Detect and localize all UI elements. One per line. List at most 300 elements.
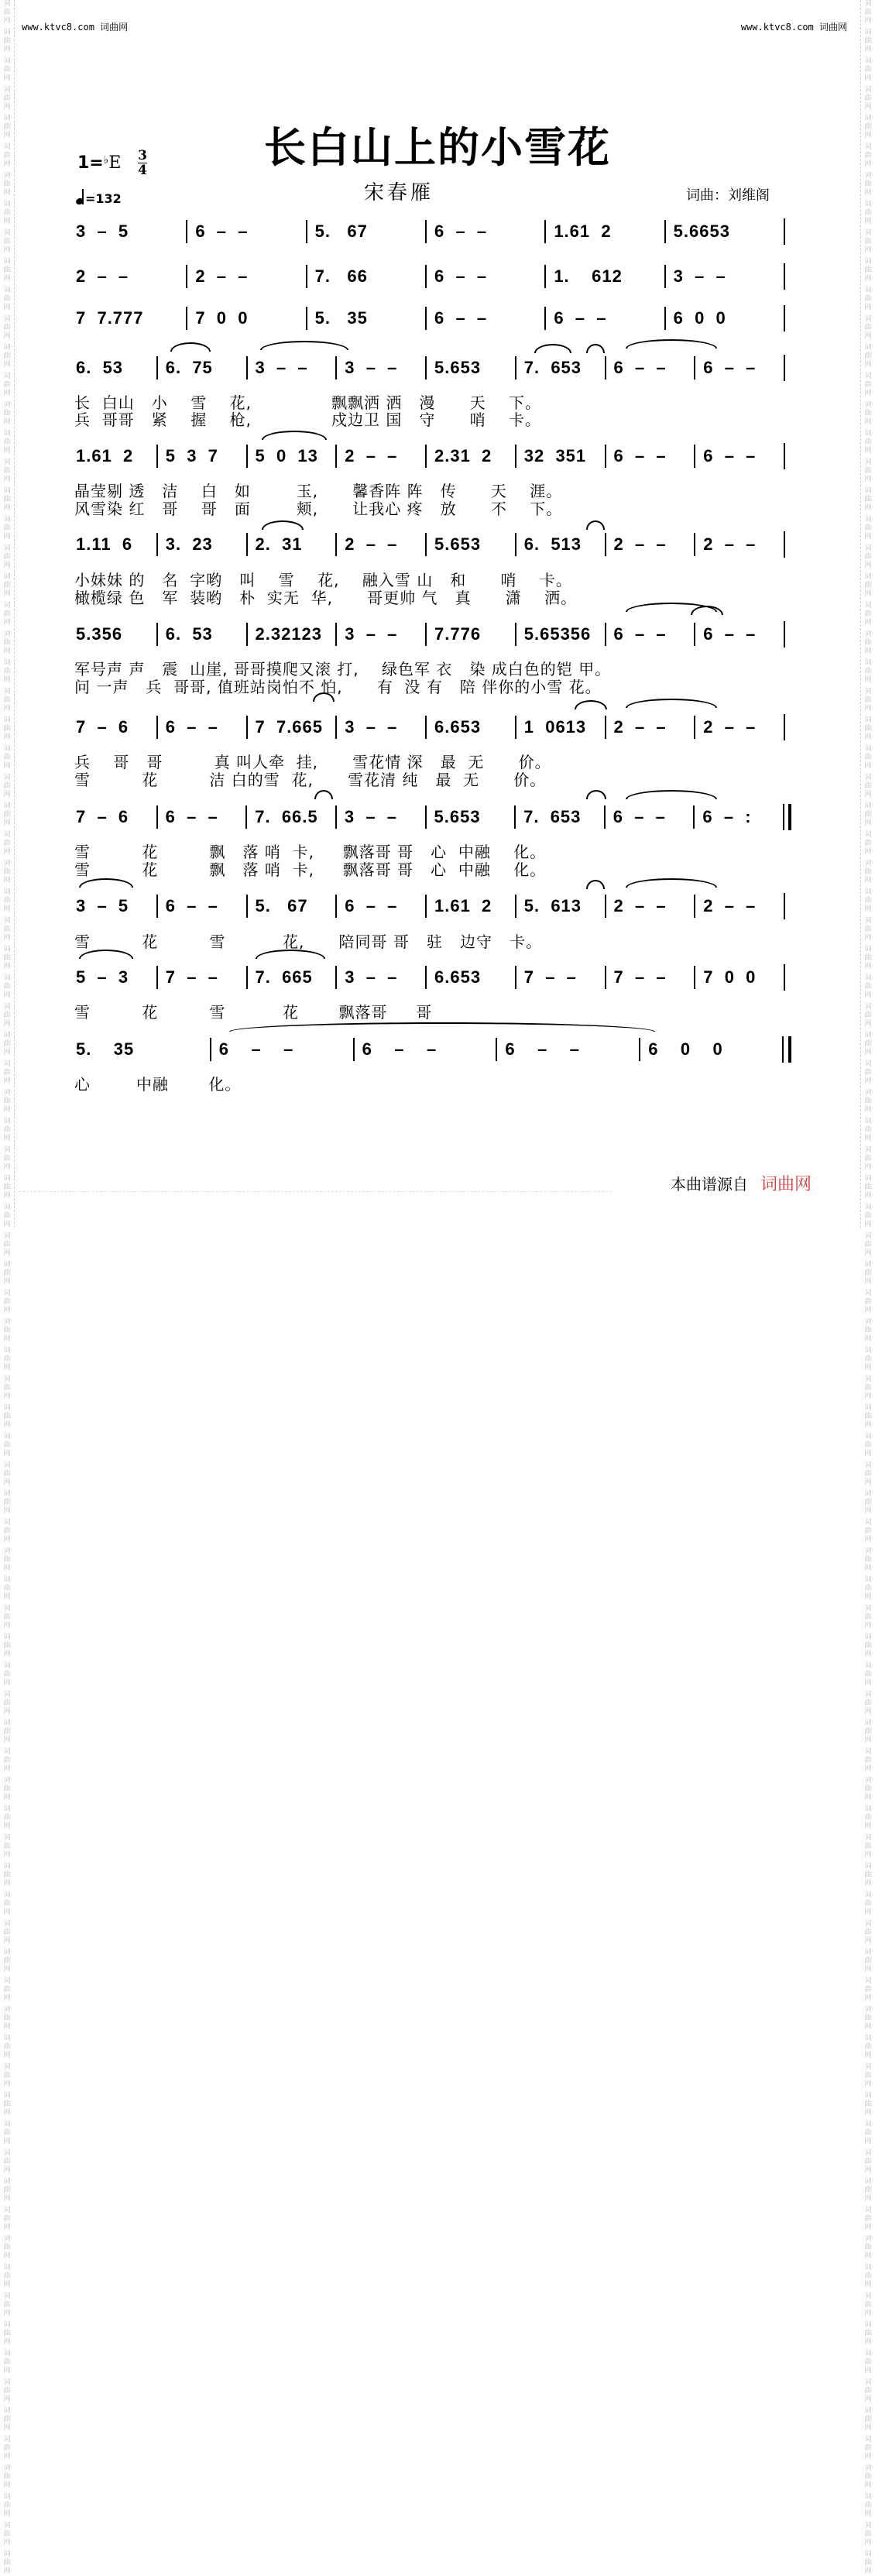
side-watermark-text: 词 曲 网: [3, 2178, 11, 2203]
side-watermark-text: 词 曲 网: [864, 487, 872, 512]
side-watermark-text: 词 曲 网: [3, 1605, 11, 1630]
slur-mark: [314, 790, 333, 799]
side-watermark-text: 词 曲 网: [3, 1920, 11, 1945]
side-watermark-text: 词 曲 网: [3, 2121, 11, 2145]
lyric-line: 长 白山 小 雪 花, 飘飘洒 洒 漫 天 下。: [74, 393, 542, 412]
side-watermark-text: 词 曲 网: [3, 2350, 11, 2375]
measure: 1 0613: [515, 716, 605, 739]
side-watermark-text: 词 曲 网: [3, 946, 11, 970]
side-watermark-text: 词 曲 网: [3, 917, 11, 942]
measure: 6 – –: [186, 220, 305, 243]
side-watermark-text: 词 曲 网: [864, 430, 872, 455]
barline: [784, 893, 791, 919]
singer-name: 宋春雁: [364, 181, 434, 204]
measure: 7 0 0: [694, 966, 784, 989]
side-watermark-text: 词 曲 网: [864, 2207, 872, 2231]
side-watermark-text: 词 曲 网: [3, 659, 11, 684]
side-watermark-text: 词 曲 网: [3, 1347, 11, 1372]
side-watermark-text: 词 曲 网: [3, 2092, 11, 2117]
side-watermark-text: 词 曲 网: [864, 29, 872, 53]
measure: 6 – –: [353, 1038, 496, 1061]
side-watermark-text: 词 曲 网: [864, 1863, 872, 1887]
side-watermark-text: 词 曲 网: [3, 860, 11, 884]
side-watermark-text: 词 曲 网: [3, 115, 11, 139]
side-watermark-text: 词 曲 网: [3, 1003, 11, 1028]
measure: 7 – 6: [76, 717, 129, 737]
side-watermark-text: 词 曲 网: [864, 1920, 872, 1945]
measure: 6. 513: [515, 533, 605, 556]
score-row: [76, 716, 791, 739]
key-signature: [77, 153, 121, 173]
lyric-line: 风雪染 红 哥 哥 面 颊, 让我心 疼 放 不 下。: [74, 500, 563, 518]
side-watermark-text: 词 曲 网: [3, 1204, 11, 1228]
side-watermark-text: 词 曲 网: [864, 1433, 872, 1458]
lyric-line: 兵 哥哥 紧 握 枪, 戍边卫 国 守 哨 卡。: [74, 410, 542, 429]
tempo-value: =132: [85, 191, 122, 206]
side-watermark-text: 词 曲 网: [864, 716, 872, 741]
measure: 2.32123: [246, 623, 336, 646]
source-brand: 词曲网: [760, 1175, 812, 1194]
side-watermark-text: 词 曲 网: [3, 401, 11, 426]
side-watermark-text: 词 曲 网: [864, 1290, 872, 1314]
measure: 6 – –: [496, 1038, 639, 1061]
side-watermark-text: 词 曲 网: [3, 2522, 11, 2547]
side-watermark-text: 词 曲 网: [864, 1834, 872, 1859]
barline: [784, 263, 791, 290]
lyric-line: 雪 花 飘 落 哨 卡, 飘落哥 哥 心 中融 化。: [74, 860, 547, 879]
measure: 6 – –: [604, 805, 694, 829]
side-watermark-text: 词 曲 网: [3, 1834, 11, 1859]
side-watermark-text: 词 曲 网: [3, 1805, 11, 1830]
barline: [784, 621, 791, 647]
barline: [784, 218, 791, 245]
slur-mark: [79, 878, 133, 888]
side-watermark-text: 词 曲 网: [3, 172, 11, 197]
side-watermark-text: 词 曲 网: [3, 2149, 11, 2174]
side-watermark-text: 词 曲 网: [864, 745, 872, 770]
lyric-line: 雪 花 洁 白的雪 花, 雪花清 纯 最 无 价。: [74, 771, 547, 789]
measure: 5 0 13: [246, 445, 336, 468]
side-watermark-text: 词 曲 网: [3, 602, 11, 627]
barline: [782, 1036, 791, 1063]
side-watermark-text: 词 曲 网: [3, 29, 11, 53]
measure: 6. 53: [76, 358, 124, 377]
slur-mark: [586, 520, 605, 530]
side-watermark-text: 词 曲 网: [864, 974, 872, 999]
measure: 6 – –: [694, 445, 784, 468]
side-watermark-text: 词 曲 网: [864, 688, 872, 713]
measure: 2 – –: [186, 265, 305, 288]
measure: 6 – –: [425, 220, 544, 243]
lyric-line: 小妹妹 的 名 字哟 叫 雪 花, 融入雪 山 和 哨 卡。: [74, 571, 572, 589]
side-watermark-text: 词 曲 网: [864, 201, 872, 225]
side-watermark-text: 词 曲 网: [3, 2550, 11, 2575]
side-watermark-text: 词 曲 网: [3, 573, 11, 598]
side-watermark-text: 词 曲 网: [864, 1060, 872, 1085]
side-watermark-text: 词 曲 网: [3, 688, 11, 713]
slur-mark: [260, 341, 348, 350]
side-watermark-text: 词 曲 网: [864, 2522, 872, 2547]
measure: 5. 613: [515, 895, 605, 918]
side-watermark-text: 词 曲 网: [3, 0, 11, 25]
side-watermark-text: 词 曲 网: [3, 1949, 11, 1973]
measure: 3 – –: [335, 623, 425, 646]
measure: 7 – –: [515, 966, 605, 989]
score-row: [76, 533, 791, 556]
source-footer: [671, 1171, 812, 1195]
measure: 2 – –: [694, 533, 784, 556]
side-watermark-text: 词 曲 网: [864, 373, 872, 397]
lyric-line: 心 中融 化。: [74, 1075, 242, 1094]
side-watermark-text: 词 曲 网: [3, 2063, 11, 2088]
side-watermark-text: 词 曲 网: [3, 2436, 11, 2461]
lyric-line: 雪 花 雪 花, 陪同哥 哥 驻 边守 卡。: [74, 933, 543, 951]
measure: 1.61 2: [425, 895, 515, 918]
side-watermark-text: 词 曲 网: [864, 2092, 872, 2117]
side-watermark-text: 词 曲 网: [864, 1490, 872, 1515]
side-watermark-text: 词 曲 网: [3, 802, 11, 827]
side-watermark-text: 词 曲 网: [3, 1175, 11, 1200]
side-watermark-text: 词 曲 网: [3, 831, 11, 856]
measure: 3 – –: [246, 356, 336, 380]
measure: 7. 653: [514, 805, 604, 829]
side-watermark-text: 词 曲 网: [3, 487, 11, 512]
side-watermark-text: 词 曲 网: [3, 2035, 11, 2059]
side-watermark-text: 词 曲 网: [864, 630, 872, 655]
measure: 2 – –: [605, 716, 695, 739]
side-watermark-text: 词 曲 网: [864, 86, 872, 111]
side-watermark-text: 词 曲 网: [864, 315, 872, 340]
side-watermark-text: 词 曲 网: [864, 115, 872, 139]
side-watermark-text: 词 曲 网: [3, 373, 11, 397]
lyric-line: 雪 花 飘 落 哨 卡, 飘落哥 哥 心 中融 化。: [74, 843, 547, 861]
side-watermark-text: 词 曲 网: [864, 2493, 872, 2518]
side-watermark-text: 词 曲 网: [864, 172, 872, 197]
side-watermark-text: 词 曲 网: [3, 745, 11, 770]
side-watermark-text: 词 曲 网: [864, 860, 872, 884]
measure: 1.11 6: [76, 534, 133, 554]
side-watermark-text: 词 曲 网: [864, 516, 872, 541]
measure: 5.65356: [515, 623, 605, 646]
measure: 7 – –: [156, 966, 246, 989]
song-title: 长白山上的小雪花: [264, 123, 611, 172]
side-watermark-text: 词 曲 网: [864, 1605, 872, 1630]
side-watermark-text: 词 曲 网: [3, 57, 11, 82]
side-watermark-text: 词 曲 网: [3, 630, 11, 655]
side-watermark-text: 词 曲 网: [864, 888, 872, 913]
side-watermark-text: 词 曲 网: [864, 1318, 872, 1343]
side-watermark-text: 词 曲 网: [864, 2293, 872, 2317]
measure: 7. 653: [515, 356, 605, 380]
measure: 1.61 2: [76, 446, 134, 465]
side-watermark-text: 词 曲 网: [864, 1547, 872, 1572]
side-watermark-text: 词 曲 网: [864, 1089, 872, 1114]
measure: 7. 66.5: [245, 805, 335, 829]
slur-mark: [586, 790, 606, 799]
measure: 2 – –: [335, 445, 425, 468]
side-watermark-text: 词 曲 网: [864, 1662, 872, 1687]
measure: 5.653: [425, 533, 515, 556]
side-watermark-text: 词 曲 网: [864, 1691, 872, 1716]
barline: [784, 355, 791, 381]
side-watermark-text: 词 曲 网: [3, 86, 11, 111]
slur-mark: [626, 699, 717, 708]
side-watermark-text: 词 曲 网: [864, 258, 872, 283]
side-watermark-text: 词 曲 网: [3, 1118, 11, 1142]
side-watermark-text: 词 曲 网: [3, 258, 11, 283]
key-note: E: [108, 153, 122, 173]
time-bottom: 4: [138, 163, 147, 178]
measure: 5. 35: [306, 307, 425, 330]
side-watermark-text: 词 曲 网: [3, 1146, 11, 1171]
barline: [784, 964, 791, 991]
side-watermark-text: 词 曲 网: [864, 2464, 872, 2489]
measure: 3 – 5: [76, 896, 129, 915]
side-watermark-text: 词 曲 网: [864, 1977, 872, 2002]
lyric-line: 问 一声 兵 哥哥, 值班站岗怕不 怕, 有 没 有 陪 伴你的小雪 花。: [74, 678, 602, 696]
side-watermark-text: 词 曲 网: [864, 1576, 872, 1601]
measure: 3 – –: [335, 966, 425, 989]
side-watermark-text: 词 曲 网: [3, 1863, 11, 1887]
measure: 7 0 0: [186, 307, 305, 330]
side-watermark-text: 词 曲 网: [864, 659, 872, 684]
side-watermark-text: 词 曲 网: [3, 2235, 11, 2260]
side-watermark-text: 词 曲 网: [864, 2264, 872, 2289]
score-row: [76, 356, 791, 380]
side-watermark-text: 词 曲 网: [864, 1146, 872, 1171]
side-watermark-text: 词 曲 网: [3, 1719, 11, 1744]
side-watermark-text: 词 曲 网: [864, 2550, 872, 2575]
side-watermark-text: 词 曲 网: [3, 287, 11, 311]
score-row: [76, 1038, 791, 1061]
side-watermark-text: 词 曲 网: [864, 229, 872, 254]
side-watermark-text: 词 曲 网: [3, 1777, 11, 1801]
measure: 6 – –: [425, 265, 544, 288]
side-watermark-text: 词 曲 网: [864, 1949, 872, 1973]
side-watermark-text: 词 曲 网: [3, 2006, 11, 2031]
side-watermark-text: 词 曲 网: [864, 1719, 872, 1744]
side-watermark-text: 词 曲 网: [3, 1977, 11, 2002]
side-watermark-text: 词 曲 网: [864, 2235, 872, 2260]
measure: 3. 23: [156, 533, 246, 556]
measure: 6 – –: [156, 895, 246, 918]
side-watermark-text: 词 曲 网: [864, 1777, 872, 1801]
side-watermark-text: 词 曲 网: [3, 2264, 11, 2289]
measure: 3 – –: [335, 356, 425, 380]
side-watermark-text: 词 曲 网: [864, 946, 872, 970]
side-watermark-text: 词 曲 网: [3, 774, 11, 799]
side-watermark-text: 词 曲 网: [3, 1691, 11, 1716]
lyric-line: 橄榄绿 色 军 装哟 朴 实无 华, 哥更帅 气 真 潇 洒。: [74, 589, 578, 607]
side-watermark-text: 词 曲 网: [3, 1576, 11, 1601]
measure: 7 7.665: [246, 716, 336, 739]
measure: 2 – –: [694, 895, 784, 918]
side-watermark-text: 词 曲 网: [864, 1232, 872, 1257]
measure: 6 – –: [544, 307, 664, 330]
slur-mark: [626, 339, 717, 349]
side-watermark-text: 词 曲 网: [3, 201, 11, 225]
measure: 2 – –: [76, 266, 129, 286]
measure: 7. 665: [246, 966, 336, 989]
slur-mark: [170, 342, 211, 352]
source-text: 本曲谱源自: [671, 1175, 748, 1194]
side-watermark-text: 词 曲 网: [864, 2006, 872, 2031]
side-watermark-text: 词 曲 网: [864, 1376, 872, 1400]
side-watermark-text: 词 曲 网: [864, 2121, 872, 2145]
side-watermark-text: 词 曲 网: [864, 2379, 872, 2403]
side-watermark-text: 词 曲 网: [3, 1376, 11, 1400]
side-watermark-text: 词 曲 网: [3, 2379, 11, 2403]
measure: 5.653: [425, 805, 515, 829]
measure: 6 – –: [605, 356, 695, 380]
side-watermark-text: 词 曲 网: [3, 229, 11, 254]
side-watermark-text: 词 曲 网: [3, 2321, 11, 2346]
lyric-line: 兵 哥 哥 真 叫人牵 挂, 雪花情 深 最 无 价。: [74, 753, 551, 771]
side-watermark-text: 词 曲 网: [864, 2436, 872, 2461]
side-watermark-text: 词 曲 网: [864, 57, 872, 82]
lyric-line: 军号声 声 震 山崖, 哥哥摸爬又滚 打, 绿色军 衣 染 成白色的铠 甲。: [74, 660, 612, 678]
barline: [784, 531, 791, 558]
measure: 6. 75: [156, 356, 246, 380]
side-watermark-text: 词 曲 网: [3, 430, 11, 455]
side-watermark-text: 词 曲 网: [3, 2493, 11, 2518]
measure: 2 – –: [694, 716, 784, 739]
measure: 5. 35: [76, 1039, 135, 1059]
side-watermark-text: 词 曲 网: [864, 602, 872, 627]
measure: 6 – –: [605, 445, 695, 468]
measure: 5.356: [76, 624, 123, 644]
side-watermark-text: 词 曲 网: [864, 344, 872, 369]
side-watermark-text: 词 曲 网: [3, 1748, 11, 1773]
barline: [784, 305, 791, 331]
side-watermark-text: 词 曲 网: [3, 1433, 11, 1458]
measure: 2 – –: [335, 533, 425, 556]
measure: 6 – –: [210, 1038, 353, 1061]
measure: 2 – –: [605, 533, 695, 556]
side-watermark-text: 词 曲 网: [864, 774, 872, 799]
measure: 1. 612: [544, 265, 664, 288]
side-watermark-text: 词 曲 网: [3, 888, 11, 913]
side-watermark-text: 词 曲 网: [864, 1461, 872, 1486]
side-watermark-text: 词 曲 网: [864, 459, 872, 483]
measure: 6 – –: [156, 805, 246, 829]
side-watermark-text: 词 曲 网: [864, 1118, 872, 1142]
side-watermark-text: 词 曲 网: [3, 1232, 11, 1257]
side-watermark-text: 词 曲 网: [3, 2407, 11, 2432]
right-watermark-strip: [860, 0, 875, 2575]
slur-mark: [575, 700, 607, 709]
measure: 6 – –: [335, 895, 425, 918]
measure: 7. 66: [306, 265, 425, 288]
watermark-url-left: www.ktvc8.com 词曲网: [22, 22, 129, 33]
measure: 6 – :: [693, 805, 783, 829]
left-watermark-strip: [0, 0, 15, 2575]
measure: 7 – –: [605, 966, 695, 989]
side-watermark-text: 词 曲 网: [864, 2321, 872, 2346]
side-watermark-text: 词 曲 网: [864, 2350, 872, 2375]
side-watermark-text: 词 曲 网: [3, 1290, 11, 1314]
side-watermark-text: 词 曲 网: [864, 831, 872, 856]
side-watermark-text: 词 曲 网: [864, 2149, 872, 2174]
barline: [783, 804, 791, 830]
side-watermark-text: 词 曲 网: [864, 287, 872, 311]
side-watermark-text: 词 曲 网: [864, 1519, 872, 1544]
measure: 7 – 6: [76, 807, 129, 826]
score-row: [76, 805, 791, 829]
side-watermark-text: 词 曲 网: [3, 2207, 11, 2231]
measure: 3 – 5: [76, 222, 129, 241]
side-watermark-text: 词 曲 网: [3, 1547, 11, 1572]
lyric-line: 晶莹剔 透 洁 白 如 玉, 馨香阵 阵 传 天 涯。: [74, 482, 563, 500]
measure: 5.653: [425, 356, 515, 380]
side-watermark-text: 词 曲 网: [864, 401, 872, 426]
barline: [784, 443, 791, 469]
side-watermark-text: 词 曲 网: [864, 1805, 872, 1830]
measure: 1.61 2: [544, 220, 664, 243]
measure: 2 – –: [605, 895, 695, 918]
side-watermark-text: 词 曲 网: [3, 1032, 11, 1056]
score-row: [76, 445, 791, 468]
score-row: [76, 220, 791, 243]
measure: 5 3 7: [156, 445, 246, 468]
score-row: [76, 895, 791, 918]
measure: 6. 53: [156, 623, 246, 646]
measure: 5.6653: [664, 220, 784, 243]
side-watermark-text: 词 曲 网: [3, 1060, 11, 1085]
slur-mark: [534, 344, 571, 353]
measure: 6 – –: [605, 623, 695, 646]
side-watermark-text: 词 曲 网: [864, 802, 872, 827]
side-watermark-text: 词 曲 网: [3, 344, 11, 369]
side-watermark-text: 词 曲 网: [3, 1891, 11, 1916]
side-watermark-text: 词 曲 网: [3, 1490, 11, 1515]
side-watermark-text: 词 曲 网: [3, 1633, 11, 1658]
side-watermark-text: 词 曲 网: [3, 544, 11, 569]
flat-icon: ♭: [103, 154, 109, 167]
measure: 2. 31: [246, 533, 336, 556]
side-watermark-text: 词 曲 网: [864, 1347, 872, 1372]
side-watermark-text: 词 曲 网: [3, 1261, 11, 1286]
measure: 6 – –: [425, 307, 544, 330]
slur-mark: [586, 344, 605, 353]
side-watermark-text: 词 曲 网: [864, 573, 872, 598]
key-do: 1=: [77, 153, 104, 173]
side-watermark-text: 词 曲 网: [3, 1318, 11, 1343]
side-watermark-text: 词 曲 网: [864, 143, 872, 168]
measure: 3 – –: [664, 265, 784, 288]
side-watermark-text: 词 曲 网: [3, 2293, 11, 2317]
side-watermark-text: 词 曲 网: [3, 143, 11, 168]
side-watermark-text: 词 曲 网: [3, 1404, 11, 1429]
slur-mark: [626, 790, 717, 799]
side-watermark-text: 词 曲 网: [3, 716, 11, 741]
lyricist-composer-credit: 词曲：刘维阁: [686, 187, 770, 204]
side-watermark-text: 词 曲 网: [3, 2464, 11, 2489]
side-watermark-text: 词 曲 网: [864, 2407, 872, 2432]
side-watermark-text: 词 曲 网: [3, 1461, 11, 1486]
side-watermark-text: 词 曲 网: [864, 1003, 872, 1028]
side-watermark-text: 词 曲 网: [864, 2063, 872, 2088]
measure: 5. 67: [306, 220, 425, 243]
side-watermark-text: 词 曲 网: [864, 1633, 872, 1658]
measure: 6.653: [425, 966, 515, 989]
measure: 6 – –: [694, 356, 784, 380]
side-watermark-text: 词 曲 网: [864, 1032, 872, 1056]
slur-mark: [229, 1022, 655, 1032]
side-watermark-text: 词 曲 网: [864, 1204, 872, 1228]
measure: 3 – –: [335, 805, 425, 829]
side-watermark-text: 词 曲 网: [864, 2035, 872, 2059]
